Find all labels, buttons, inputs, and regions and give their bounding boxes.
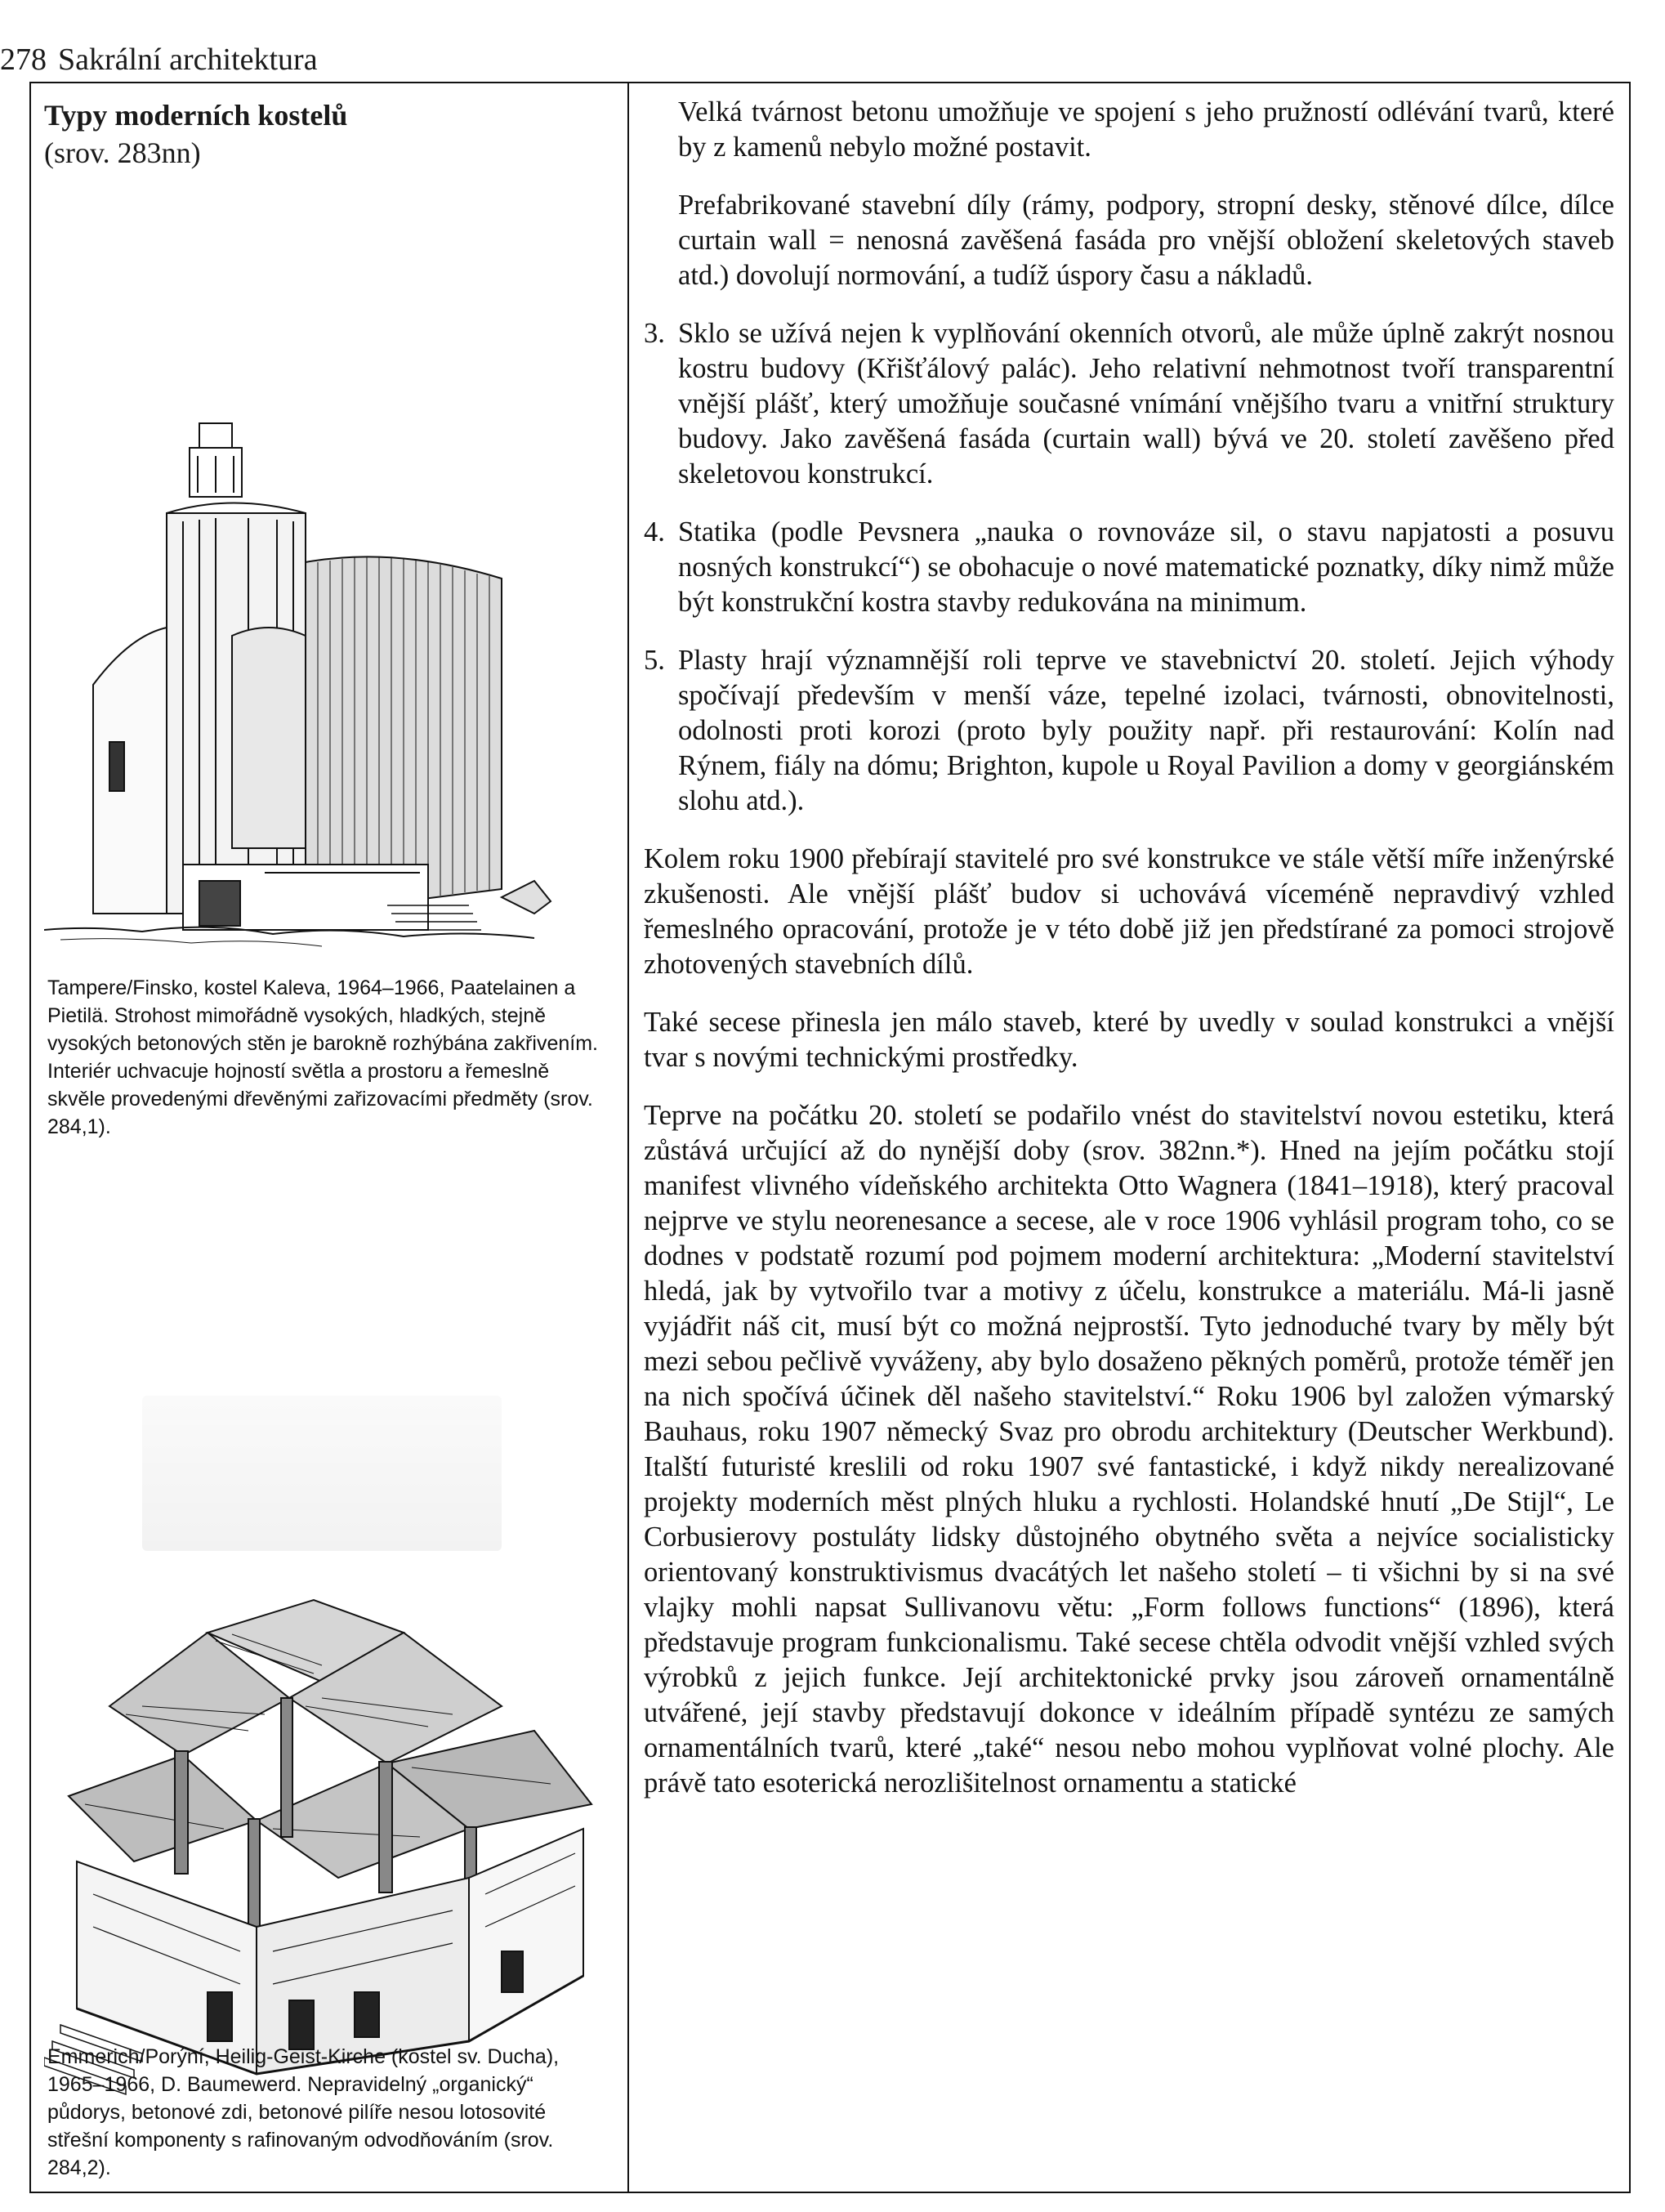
- running-header: [0, 36, 1634, 83]
- list-marker: 5.: [644, 645, 665, 676]
- list-item-text: Statika (podle Pevsnera „nauka o rovnováze sil, o stavu napjatosti a posuvu nosných konstrukcí“) se obohacuje o nové matematické poznatky, díky nimž může být konstrukční kostra stavby redukována na minimum.: [678, 516, 1614, 618]
- numbered-list: [644, 316, 1614, 819]
- list-item: [644, 316, 1614, 492]
- sidebar-subtitle: (srov. 283nn): [44, 136, 201, 169]
- sidebar: [44, 96, 609, 2180]
- intro-paragraph: Velká tvárnost betonu umožňuje ve spojení s jeho pružností odlévání tvarů, které by z kamenů nebylo možné postavit.: [678, 96, 1614, 163]
- list-item-text: Plasty hrají významnější roli teprve ve stavebnictví 20. století. Jejich výhody spočívají především v menší váze, tepelné izolaci, tvárnosti, obnovitelnosti, odolnosti proti korozi (proto byly použity např. při restaurování: Kolín nad Rýnem, fiály na dómu; Brighton, kupole u Royal Pavilion a domy v georgiánském slohu atd.).: [678, 645, 1614, 816]
- faint-background-image: [142, 1396, 502, 1551]
- list-marker: 3.: [644, 318, 665, 349]
- figure-caption-heilig-geist: Emmerich/Porýní, Heilig-Geist-Kirche (kostel sv. Ducha), 1965–1966, D. Baumewerd. Nepravidelný „organický“ půdorys, betonové zdi, betonové pilíře nesou lotosovité střešní komponenty s rafinovaným odvodňováním (srov. 284,2).: [47, 2045, 560, 2179]
- list-marker: 4.: [644, 516, 665, 547]
- intro-paragraph: Prefabrikované stavební díly (rámy, podpory, stropní desky, stěnové dílce, dílce curtain wall = nenosná zavěšená fasáda pro vnější obložení skeletových staveb atd.) dovolují normování, a tudíž úspory času a nákladů.: [678, 190, 1614, 291]
- main-text: [644, 95, 1614, 2187]
- body-paragraph: Kolem roku 1900 přebírají stavitelé pro své konstrukce ve stále větší míře inženýrské zkušenosti. Ale vnější plášť budov si uchovává víceméně nepravdivý vzhled řemeslného opracování, protože je v této době již jen předstírané za pomoci strojově zhotovených stavebních dílů.: [644, 843, 1614, 980]
- page-number: 278: [0, 42, 47, 77]
- column-divider: [627, 83, 629, 2192]
- church-kaleva-illustration: [44, 391, 567, 1061]
- list-item: [644, 515, 1614, 620]
- figure-caption-kaleva: Tampere/Finsko, kostel Kaleva, 1964–1966, Paatelainen a Pietilä. Strohost mimořádně vysokých, hladkých, stejně vysokých betonových stěn je barokně rozhýbána zakřivením. Interiér uchvacuje hojností světla a prostoru a řemeslně skvěle provedenými dřevěnými zařizovacími předměty (srov. 284,1).: [47, 976, 598, 1138]
- list-item: [644, 643, 1614, 819]
- list-item-text: Sklo se užívá nejen k vyplňování okenních otvorů, ale může úplně zakrýt nosnou kostru budovy (Křišťálový palác). Jeho relativní nehmotnost tvoří transparentní vnější plášť, který umožňuje současné vnímání vnějšího tvaru a vnitřní struktury budovy. Jako zavěšená fasáda (curtain wall) bývá ve 20. století zavěšeno před skeletovou konstrukcí.: [678, 318, 1614, 489]
- sidebar-title: Typy moderních kostelů: [44, 99, 348, 132]
- body-paragraph: Také secese přinesla jen málo staveb, které by uvedly v soulad konstrukci a vnější tvar s novými technickými prostředky.: [644, 1007, 1614, 1073]
- page-frame: [29, 82, 1631, 2193]
- body-paragraph: Teprve na počátku 20. století se podařilo vnést do stavitelství novou estetiku, která zůstává určující až do nynější doby (srov. 382nn.*). Hned na jejím počátku stojí manifest vlivného vídeňského architekta Otto Wagnera (1841–1918), který pracoval nejprve ve stylu neorenesance a secese, ale v roce 1906 vyhlásil program toho, co se dodnes v podstatě rozumí pod pojmem moderní architektura: „Moderní stavitelství hledá, jak by vytvořilo tvar a motivy z účelu, konstrukce a materiálu. Má-li jasně vyjádřit náš cit, musí být co možná nejprostší. Tyto jednoduché tvary by měly být mezi sebou pečlivě vyváženy, aby bylo dosaženo pěkných poměrů, protože téměř jen na nich spočívá účinek děl našeho stavitelství.“ Roku 1906 byl založen výmarský Bauhaus, roku 1907 německý Svaz pro obrodu architektury (Deutscher Werkbund). Italští futuristé kreslili od roku 1907 své fantastické, i když nikdy nerealizované projekty moderních měst plných hluku a rychlosti. Holandské hnutí „De Stijl“, Le Corbusierovy postuláty lidsky důstojného obytného světa a nejvíce socialisticky orientovaný konstruktivismus dvacátých let našeho století – ti všichni by si na své vlajky mohli napsat Sullivanovu větu: „Form follows functions“ (1896), která představuje program funkcionalismu. Také secese chtěla odvodit vnější vzhled svých výrobků z jejich funkce. Její architektonické prvky jsou zároveň ornamentálně utvářené, její stavby představují dokonce v ideálním případě syntézu ze samých ornamentálních tvarů, které „také“ nesou nebo mohou vyplňovat volné plochy. Ale právě tato esoterická nerozlišitelnost ornamentu a statické: [644, 1100, 1614, 1799]
- running-title: Sakrální architektura: [58, 42, 318, 77]
